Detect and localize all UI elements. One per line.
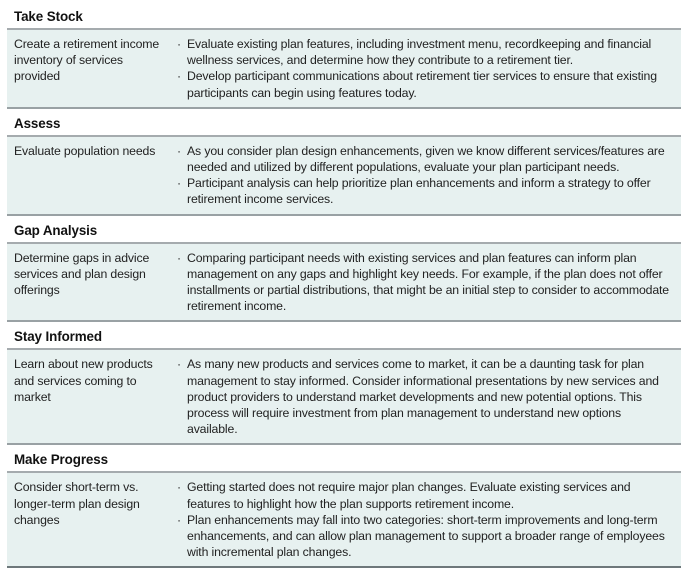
table-row — [7, 137, 681, 216]
bullet-icon: · — [177, 143, 181, 158]
bullet-text: As you consider plan design enhancements, given we know different services/features are needed and utilized by different populations, evaluate your plan participant needs. — [187, 143, 665, 175]
detail-cell — [176, 249, 681, 316]
list-item — [176, 250, 669, 315]
section-title: Stay Informed — [7, 322, 681, 350]
action-label: Determine gaps in advice services and plan design offerings — [14, 250, 150, 298]
bullet-icon: · — [177, 69, 181, 84]
bullet-icon: · — [177, 176, 181, 191]
section-title: Make Progress — [7, 445, 681, 473]
section-stay-informed — [7, 322, 681, 445]
section-title: Take Stock — [7, 2, 681, 30]
bullet-text: Getting started does not require major plan changes. Evaluate existing services and features to highlight how the plan supports retirement income. — [187, 480, 631, 511]
detail-cell — [176, 35, 681, 102]
action-label: Create a retirement income inventory of services provided — [14, 37, 160, 84]
bullet-text: Participant analysis can help prioritize plan enhancements and inform a strategy to offer retirement income services. — [187, 176, 651, 207]
bullet-text: As many new products and services come to market, it can be a daunting task for plan management to stay informed. Consider informational presentations by new services and product providers to understand market developments and new potential options. This process will require investment from plan management to understand new options available. — [187, 357, 659, 437]
action-label: Evaluate population needs — [14, 143, 156, 158]
list-item — [176, 175, 669, 207]
bullet-text: Develop participant communications about retirement tier services to ensure that existing participants can begin using features today. — [187, 69, 657, 100]
list-item — [176, 68, 669, 100]
bullet-text: Comparing participant needs with existing services and plan features can inform plan management on any gaps and highlight key needs. For example, if the plan does not offer installments or partial distributions, that might be an initial step to consider to accommodate retirement income. — [187, 250, 669, 314]
bullet-icon: · — [177, 357, 181, 372]
table-row — [7, 473, 681, 568]
bullet-text: Plan enhancements may fall into two categories: short-term improvements and long-term enhancements, and can allow plan management to support a broader range of employees with incremental plan changes. — [187, 512, 665, 560]
table-row — [7, 350, 681, 445]
detail-cell — [176, 355, 681, 438]
section-take-stock — [7, 2, 681, 109]
table-row — [7, 30, 681, 109]
action-label: Learn about new products and services coming to market — [14, 357, 153, 404]
list-item — [176, 143, 669, 175]
bullet-icon: · — [177, 512, 181, 527]
table-row — [7, 244, 681, 323]
list-item — [176, 512, 669, 561]
list-item — [176, 356, 669, 437]
bullet-icon: · — [177, 480, 181, 495]
detail-cell — [176, 142, 681, 209]
section-assess — [7, 109, 681, 216]
section-title: Assess — [7, 109, 681, 137]
bullet-icon: · — [177, 37, 181, 51]
list-item — [176, 479, 669, 511]
bullet-icon: · — [177, 250, 181, 265]
detail-cell — [176, 478, 681, 561]
retirement-tier-steps-table — [7, 2, 681, 568]
section-title: Gap Analysis — [7, 216, 681, 244]
section-gap-analysis — [7, 216, 681, 323]
bullet-text: Evaluate existing plan features, including investment menu, recordkeeping and financial wellness services, and determine how they contribute to a retirement tier. — [187, 37, 652, 68]
list-item — [176, 36, 669, 68]
action-label: Consider short-term vs. longer-term plan design changes — [14, 480, 140, 527]
